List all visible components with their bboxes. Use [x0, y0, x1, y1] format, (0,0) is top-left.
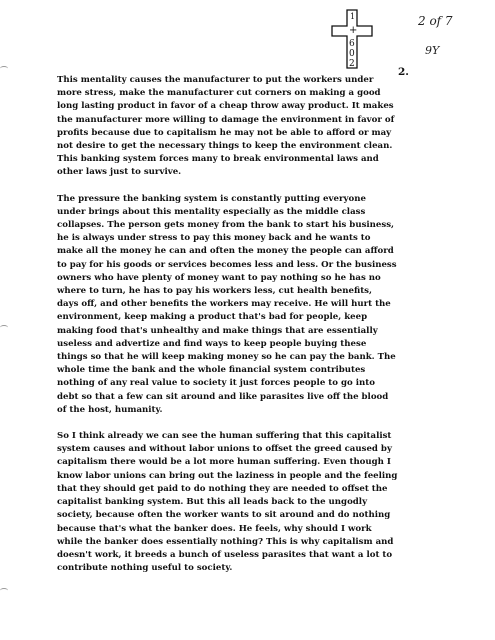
text-line: other laws just to survive. — [57, 167, 182, 178]
text-line: where to turn, he has to pay his workers less, cut health benefits, — [57, 286, 372, 297]
text-line: under brings about this mentality especially as the middle class — [57, 206, 366, 217]
text-line: more stress, make the manufacturer cut corners on making a good — [57, 88, 381, 99]
text-line: environment, keep making a product that's bad for people, keep — [57, 312, 368, 323]
margin-mark — [0, 66, 8, 71]
text-line: of the host, humanity. — [57, 404, 163, 415]
text-line: because that's what the banker does. He feels, why should I work — [57, 523, 372, 534]
text-line: So I think already we can see the human suffering that this capitalist — [57, 431, 392, 442]
cross-glyph: 6 — [349, 39, 355, 49]
text-line: making food that's unhealthy and make things that are essentially — [57, 325, 378, 336]
text-line: useless and advertize and find ways to keep people buying these — [57, 338, 367, 349]
text-line: The pressure the banking system is constantly putting everyone — [57, 193, 366, 204]
text-line: capitalism there would be a lot more human suffering. Even though I — [57, 457, 391, 468]
text-line: he is always under stress to pay this money back and he wants to — [57, 233, 371, 244]
handwritten-number: 9Y — [425, 44, 440, 57]
text-line: collapses. The person gets money from the bank to start his business, — [57, 220, 395, 231]
cross-glyph: 1 — [350, 12, 356, 21]
margin-mark — [0, 588, 8, 593]
text-line: system causes and without labor unions to offset the greed caused by — [57, 444, 392, 455]
text-line: know labor unions can bring out the laziness in people and the feeling — [57, 470, 398, 481]
hand-drawn-cross-icon — [330, 8, 374, 70]
text-line: long lasting product in favor of a cheap throw away product. It makes — [57, 101, 394, 112]
text-line: to pay for his goods or services becomes less and less. Or the business — [57, 259, 397, 270]
page-number: 2. — [398, 66, 409, 78]
body-text — [57, 74, 435, 588]
paragraph-1 — [57, 74, 435, 180]
text-line: that they should get paid to do nothing they are needed to offset the — [57, 483, 388, 494]
text-line: things so that he will keep making money so he can pay the bank. The — [57, 352, 396, 363]
text-line: This mentality causes the manufacturer to put the workers under — [57, 75, 374, 85]
text-line: society, because often the worker wants to sit around and do nothing — [57, 510, 391, 521]
text-line: contribute nothing useful to society. — [57, 563, 233, 574]
cross-glyph: + — [349, 25, 358, 36]
text-line: capitalist banking system. But this all leads back to the ungodly — [57, 497, 368, 508]
text-line: while the banker does essentially nothing? This is why capitalism and — [57, 536, 394, 547]
text-line: nothing of any real value to society it just forces people to go into — [57, 378, 375, 389]
text-line: profits because due to capitalism he may not be able to afford or may — [57, 127, 392, 138]
text-line: days off, and other benefits the workers may receive. He will hurt the — [57, 299, 391, 310]
text-line: the manufacturer more willing to damage the environment in favor of — [57, 114, 395, 125]
paragraph-2 — [57, 193, 435, 417]
text-line: owners who have plenty of money want to pay nothing so he has no — [57, 272, 381, 283]
text-line: doesn't work, it breeds a bunch of useless parasites that want a lot to — [57, 549, 393, 560]
cross-glyph: 0 — [349, 49, 355, 59]
margin-mark — [0, 325, 8, 330]
text-line: make all the money he can and often the money the people can afford — [57, 246, 394, 257]
handwritten-page-count: 2 of 7 — [418, 14, 453, 28]
cross-glyph: 2 — [349, 59, 355, 69]
text-line: This banking system forces many to break environmental laws and — [57, 154, 379, 165]
text-line: not desire to get the necessary things to keep the environment clean. — [57, 141, 393, 152]
paragraph-3 — [57, 430, 435, 575]
text-line: whole time the bank and the whole financial system contributes — [57, 365, 366, 376]
text-line: debt so that a few can sit around and like parasites live off the blood — [57, 391, 389, 402]
